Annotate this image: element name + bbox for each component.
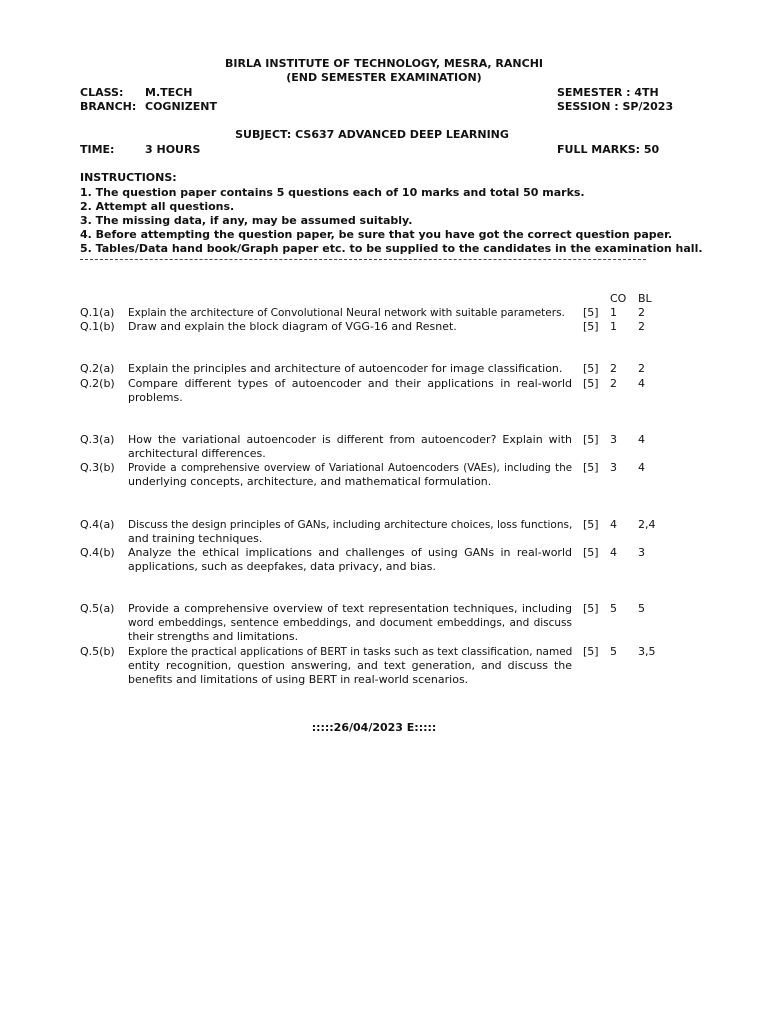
question-label: Q.4(a) — [80, 518, 115, 531]
instruction-item: 2. Attempt all questions. — [80, 200, 235, 213]
question-text: and training techniques. — [128, 532, 263, 545]
full-marks: FULL MARKS: 50 — [557, 143, 660, 156]
question-bl: 2 — [638, 320, 645, 333]
instruction-item: 5. Tables/Data hand book/Graph paper etc. to be supplied to the candidates in the examination hall. — [80, 242, 703, 255]
question-2a — [80, 362, 660, 376]
question-text: Compare different types of autoencoder and their applications in real-world — [128, 377, 572, 390]
instruction-item: 3. The missing data, if any, may be assumed suitably. — [80, 214, 413, 227]
question-label: Q.5(b) — [80, 645, 115, 658]
question-text: Provide a comprehensive overview of Variational Autoencoders (VAEs), including the — [128, 462, 572, 474]
question-5b — [80, 645, 660, 687]
question-co: 5 — [610, 602, 617, 615]
question-3b — [80, 461, 660, 489]
exam-date-footer: :::::26/04/2023 E::::: — [311, 721, 437, 734]
time-label: TIME: — [80, 143, 115, 156]
question-text: problems. — [128, 391, 183, 404]
question-text: underlying concepts, architecture, and mathematical formulation. — [128, 475, 492, 488]
question-text: benefits and limitations of using BERT in real-world scenarios. — [128, 673, 469, 686]
question-co: 3 — [610, 433, 617, 446]
question-co: 3 — [610, 461, 617, 474]
question-co: 4 — [610, 518, 617, 531]
question-label: Q.3(a) — [80, 433, 115, 446]
class-value: M.TECH — [145, 86, 193, 99]
question-label: Q.3(b) — [80, 461, 115, 474]
question-bl: 3 — [638, 546, 645, 559]
question-label: Q.4(b) — [80, 546, 115, 559]
instructions-title: INSTRUCTIONS: — [80, 171, 177, 184]
question-text: Provide a comprehensive overview of text representation techniques, including — [128, 602, 572, 615]
question-co: 4 — [610, 546, 617, 559]
question-1b — [80, 320, 660, 334]
question-marks: [5] — [583, 320, 599, 333]
question-bl: 4 — [638, 461, 645, 474]
question-marks: [5] — [583, 377, 599, 390]
session: SESSION : SP/2023 — [557, 100, 674, 113]
question-4b — [80, 546, 660, 574]
question-bl: 5 — [638, 602, 645, 615]
institute-name: BIRLA INSTITUTE OF TECHNOLOGY, MESRA, RANCHI — [225, 57, 543, 70]
question-marks: [5] — [583, 362, 599, 375]
question-co: 1 — [610, 306, 617, 319]
question-label: Q.1(b) — [80, 320, 115, 333]
question-marks: [5] — [583, 433, 599, 446]
time-value: 3 HOURS — [145, 143, 201, 156]
question-bl: 2 — [638, 306, 645, 319]
question-co: 1 — [610, 320, 617, 333]
branch-value: COGNIZENT — [145, 100, 217, 113]
question-text: How the variational autoencoder is different from autoencoder? Explain with — [128, 433, 572, 446]
question-label: Q.2(b) — [80, 377, 115, 390]
subject: SUBJECT: CS637 ADVANCED DEEP LEARNING — [235, 128, 509, 141]
question-co: 2 — [610, 377, 617, 390]
question-4a — [80, 518, 660, 546]
question-bl: 3,5 — [638, 645, 656, 658]
instruction-item: 4. Before attempting the question paper, be sure that you have got the correct question paper. — [80, 228, 673, 241]
question-text: their strengths and limitations. — [128, 630, 299, 643]
question-text: Explore the practical applications of BERT in tasks such as text classification, named — [128, 646, 573, 658]
question-bl: 4 — [638, 433, 645, 446]
question-marks: [5] — [583, 306, 599, 319]
semester: SEMESTER : 4TH — [557, 86, 659, 99]
question-marks: [5] — [583, 461, 599, 474]
question-text: applications, such as deepfakes, data privacy, and bias. — [128, 560, 437, 573]
branch-label: BRANCH: — [80, 100, 137, 113]
co-column-header: CO — [610, 292, 627, 305]
question-text: Draw and explain the block diagram of VGG-16 and Resnet. — [128, 320, 457, 333]
dashed-divider — [80, 259, 646, 260]
question-bl: 4 — [638, 377, 645, 390]
instruction-item: 1. The question paper contains 5 questions each of 10 marks and total 50 marks. — [80, 186, 585, 199]
question-text: entity recognition, question answering, and text generation, and discuss the — [128, 659, 572, 672]
question-marks: [5] — [583, 602, 599, 615]
question-label: Q.2(a) — [80, 362, 115, 375]
question-text: Analyze the ethical implications and challenges of using GANs in real-world — [128, 546, 572, 559]
question-marks: [5] — [583, 546, 599, 559]
question-5a — [80, 602, 660, 644]
question-co: 5 — [610, 645, 617, 658]
question-text: Explain the principles and architecture of autoencoder for image classification. — [128, 362, 563, 375]
question-2b — [80, 377, 660, 405]
question-bl: 2,4 — [638, 518, 656, 531]
exam-title: (END SEMESTER EXAMINATION) — [286, 71, 482, 84]
question-text: Discuss the design principles of GANs, including architecture choices, loss functions, — [128, 519, 573, 531]
question-marks: [5] — [583, 518, 599, 531]
question-co: 2 — [610, 362, 617, 375]
question-text: word embeddings, sentence embeddings, and document embeddings, and discuss — [128, 617, 572, 629]
question-label: Q.1(a) — [80, 306, 115, 319]
question-1a — [80, 306, 660, 320]
class-label: CLASS: — [80, 86, 124, 99]
question-marks: [5] — [583, 645, 599, 658]
bl-column-header: BL — [638, 292, 652, 305]
question-text: Explain the architecture of Convolutional Neural network with suitable parameters. — [128, 307, 565, 319]
question-3a — [80, 433, 660, 461]
question-label: Q.5(a) — [80, 602, 115, 615]
question-text: architectural differences. — [128, 447, 266, 460]
question-bl: 2 — [638, 362, 645, 375]
